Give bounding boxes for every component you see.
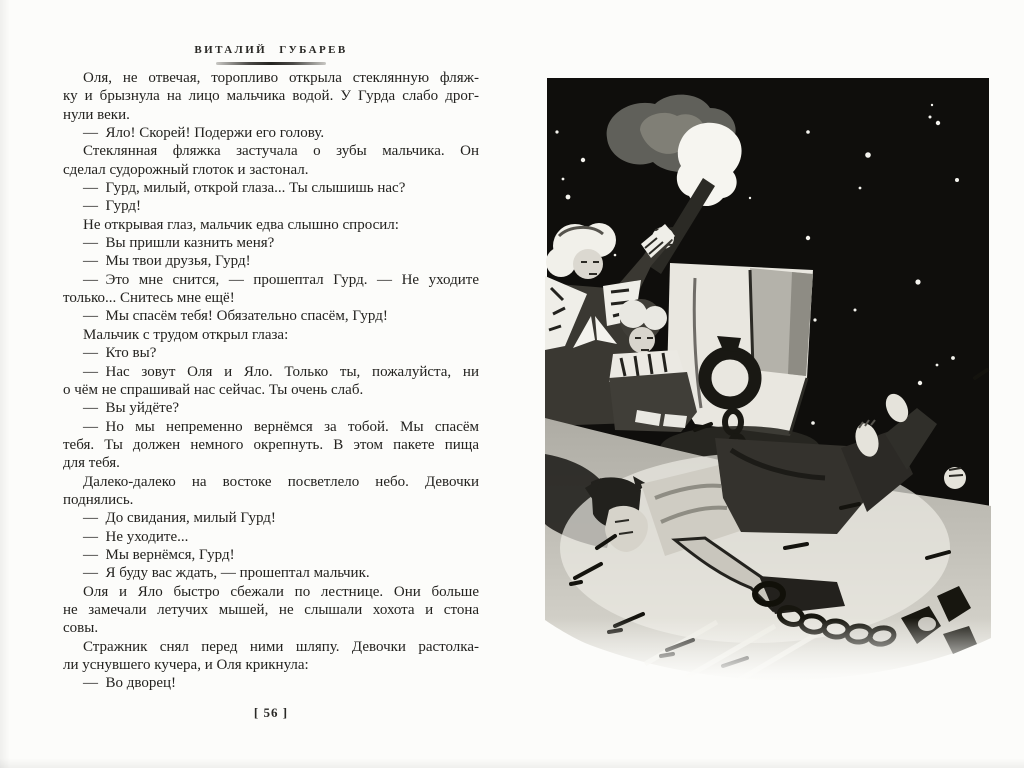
text-line: только... Снитесь мне ещё!: [63, 290, 235, 307]
text-line: о чём не спрашивай нас сейчас. Ты очень слаб.: [63, 381, 364, 398]
page-number: [ 56 ]: [253, 705, 289, 720]
text-line: для тебя.: [63, 455, 120, 472]
text-line: Оля и Яло быстро сбежали по лестнице. Они больше: [83, 583, 479, 600]
illustration: [545, 78, 991, 690]
text-line: нули веки.: [63, 106, 130, 123]
left-page: [63, 0, 479, 768]
text-line: — Вы пришли казнить меня?: [83, 235, 275, 252]
text-line: — Но мы непременно вернёмся за тобой. Мы спасём: [83, 418, 479, 435]
text-line: Оля, не отвечая, торопливо открыла стеклянную фляж-: [83, 70, 479, 86]
text-line: — Это мне снится, — прошептал Гурд. — Не уходите: [83, 271, 479, 288]
running-head-rule: [216, 62, 326, 65]
page-text: [63, 69, 479, 693]
text-line: — Во дворец!: [83, 675, 177, 692]
text-line: — Вы уйдёте?: [83, 400, 180, 417]
text-line: Далеко-далеко на востоке посветлело небо. Девочки: [83, 473, 479, 490]
text-line: — До свидания, милый Гурд!: [83, 510, 276, 527]
text-line: Не открывая глаз, мальчик едва слышно спросил:: [83, 216, 399, 233]
text-line: — Гурд, милый, открой глаза... Ты слышишь нас?: [83, 180, 406, 197]
text-line: сделал судорожный глоток и застонал.: [63, 161, 309, 178]
text-line: — Нас зовут Оля и Яло. Только ты, пожалуйста, ни: [83, 363, 479, 380]
text-line: Стражник снял перед ними шляпу. Девочки растолка-: [83, 638, 479, 655]
text-line: тебя. Ты должен немного окрепнуть. В этом пакете пища: [63, 436, 479, 453]
illustration-svg: [545, 78, 991, 690]
running-head: ВИТАЛИЙ ГУБАРЕВ: [194, 44, 348, 56]
scan-edge-left: [0, 0, 10, 768]
text-line: Мальчик с трудом открыл глаза:: [83, 326, 289, 343]
text-line: не замечали летучих мышей, не слышали хохота и стона: [63, 601, 479, 618]
text-line: — Мы вернёмся, Гурд!: [83, 546, 235, 563]
text-line: — Не уходите...: [83, 528, 189, 545]
text-line: поднялись.: [63, 491, 134, 508]
text-line: — Кто вы?: [83, 345, 157, 362]
text-line: совы.: [63, 620, 99, 637]
text-line: ли уснувшего кучера, и Оля крикнула:: [63, 657, 309, 673]
right-page: [545, 0, 991, 768]
text-line: — Мы спасём тебя! Обязательно спасём, Гурд!: [83, 308, 388, 325]
text-line: — Гурд!: [83, 198, 142, 215]
text-line: — Мы твои друзья, Гурд!: [83, 253, 251, 270]
text-line: — Я буду вас ждать, — прошептал мальчик.: [83, 565, 370, 582]
text-line: ку и брызнула на лицо мальчика водой. У Гурда слабо дрог-: [63, 88, 479, 105]
text-line: Стеклянная фляжка застучала о зубы мальчика. Он: [83, 143, 479, 160]
text-line: — Яло! Скорей! Подержи его голову.: [83, 125, 325, 142]
